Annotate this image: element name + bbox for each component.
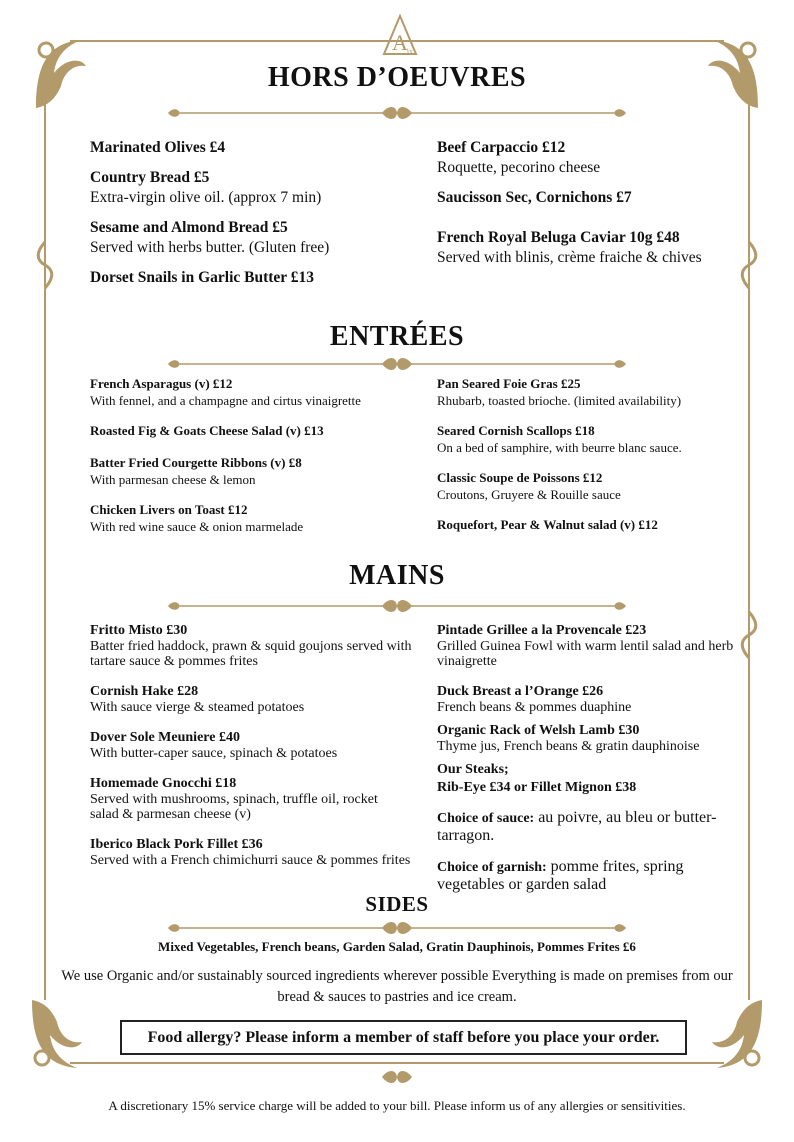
item-description: Roquette, pecorino cheese [437, 159, 601, 176]
mains-right-column [437, 621, 737, 894]
section-title-sides: SIDES [365, 892, 429, 916]
item-name: Duck Breast a l’Orange £26 [437, 684, 604, 699]
menu-item [437, 682, 737, 715]
item-description: Rhubarb, toasted brioche. (limited availability) [437, 393, 682, 408]
item-description: With red wine sauce & onion marmelade [90, 519, 304, 534]
menu-item [90, 268, 430, 288]
steaks-heading [437, 760, 737, 778]
menu-item [437, 621, 737, 669]
mains-left-column [90, 621, 420, 868]
hors-left-column [90, 138, 430, 288]
sauce-choice [437, 809, 737, 845]
item-name: Iberico Black Pork Fillet £36 [90, 837, 263, 852]
menu-item [437, 422, 747, 455]
menu-item [437, 516, 747, 534]
item-description: Croutons, Gruyere & Rouille sauce [437, 487, 621, 502]
section-divider [160, 103, 634, 123]
item-name: Country Bread £5 [90, 169, 210, 186]
logo-letter: A [392, 30, 408, 55]
item-description: Served with mushrooms, spinach, truffle oil, rocket salad & parmesan cheese (v) [90, 792, 378, 822]
item-description: Served with a French chimichurri sauce & pommes frites [90, 853, 411, 868]
item-name: Dorset Snails in Garlic Butter £13 [90, 269, 315, 286]
menu-item [90, 682, 420, 715]
item-name: Sesame and Almond Bread £5 [90, 219, 288, 236]
menu-item [90, 728, 420, 761]
item-description: Extra-virgin olive oil. (approx 7 min) [90, 189, 322, 206]
item-description: Served with herbs butter. (Gluten free) [90, 239, 330, 256]
sides-list: Mixed Vegetables, French beans, Garden Salad, Gratin Dauphinois, Pommes Frites £6 [158, 939, 636, 954]
item-name: Cornish Hake £28 [90, 684, 199, 699]
frame-bottom-line [70, 1062, 724, 1064]
hors-right-column [437, 138, 747, 268]
item-description: Thyme jus, French beans & gratin dauphinoise [437, 739, 700, 754]
section-divider [160, 354, 634, 374]
logo-subscript: ix [406, 47, 414, 56]
item-name: Classic Soupe de Poissons £12 [437, 470, 603, 485]
menu-item [437, 721, 737, 754]
menu-item [437, 138, 747, 178]
menu-item [437, 228, 747, 268]
menu-item [90, 774, 420, 822]
menu-item [90, 375, 430, 408]
item-name: French Royal Beluga Caviar 10g £48 [437, 229, 680, 246]
item-name: Seared Cornish Scallops £18 [437, 423, 595, 438]
entrees-left-column [90, 375, 430, 534]
item-description: With fennel, and a champagne and cirtus vinaigrette [90, 393, 361, 408]
item-name: Homemade Gnocchi £18 [90, 776, 237, 791]
item-name: Roquefort, Pear & Walnut salad (v) £12 [437, 517, 658, 532]
side-ornament-left [34, 240, 56, 290]
menu-item [437, 778, 737, 796]
menu-item [90, 621, 420, 669]
restaurant-logo [380, 14, 420, 58]
section-title-hors: HORS D’OEUVRES [267, 62, 527, 93]
frame-right-line [748, 70, 750, 1000]
item-description: au poivre, au bleu or butter-tarragon. [437, 809, 717, 844]
item-name: Chicken Livers on Toast £12 [90, 502, 248, 517]
menu-item [90, 218, 430, 258]
item-name: Marinated Olives £4 [90, 139, 226, 156]
menu-item [437, 469, 747, 502]
service-charge-note: A discretionary 15% service charge will be added to your bill. Please inform us of any allergies or sensitivities. [108, 1098, 686, 1113]
item-name: Choice of garnish: [437, 860, 547, 875]
menu-item [90, 501, 430, 534]
item-name: Roasted Fig & Goats Cheese Salad (v) £13 [90, 423, 324, 438]
sourcing-note: We use Organic and/or sustainably sourced ingredients wherever possible Everything is made on premises from our bread & sauces to pastries and ice cream. [61, 968, 733, 1005]
side-ornament-right-lower [738, 610, 760, 660]
item-description: Batter fried haddock, prawn & squid goujons served with tartare sauce & pommes frites [90, 639, 412, 669]
allergy-notice: Food allergy? Please inform a member of staff before you place your order. [120, 1020, 687, 1055]
item-name: Batter Fried Courgette Ribbons (v) £8 [90, 455, 302, 470]
item-name: Dover Sole Meuniere £40 [90, 730, 240, 745]
item-name: Our Steaks; [437, 762, 509, 777]
menu-item [90, 454, 430, 487]
item-name: Pan Seared Foie Gras £25 [437, 376, 581, 391]
item-name: French Asparagus (v) £12 [90, 376, 233, 391]
garnish-choice [437, 858, 737, 894]
item-description: On a bed of samphire, with beurre blanc sauce. [437, 440, 682, 455]
entrees-right-column [437, 375, 747, 534]
menu-item [90, 168, 430, 208]
menu-item [90, 835, 420, 868]
bottom-divider [160, 1067, 634, 1087]
item-name: Saucisson Sec, Cornichons £7 [437, 189, 632, 206]
item-description: Grilled Guinea Fowl with warm lentil salad and herb vinaigrette [437, 639, 734, 669]
menu-item [437, 188, 747, 208]
item-name: Beef Carpaccio £12 [437, 139, 566, 156]
item-name: Rib-Eye £34 or Fillet Mignon £38 [437, 780, 637, 795]
item-name: Organic Rack of Welsh Lamb £30 [437, 723, 640, 738]
section-title-mains: MAINS [349, 560, 445, 591]
section-divider [160, 918, 634, 938]
item-description: With parmesan cheese & lemon [90, 472, 256, 487]
item-name: Fritto Misto £30 [90, 623, 188, 638]
menu-item [437, 375, 747, 408]
section-divider [160, 596, 634, 616]
item-description: Served with blinis, crème fraiche & chives [437, 249, 702, 266]
item-name: Pintade Grillee a la Provencale £23 [437, 623, 647, 638]
item-description: With sauce vierge & steamed potatoes [90, 700, 305, 715]
item-description: With butter-caper sauce, spinach & potatoes [90, 746, 338, 761]
item-name: Choice of sauce: [437, 811, 535, 826]
menu-item [90, 422, 430, 440]
item-description: French beans & pommes duaphine [437, 700, 632, 715]
section-title-entrees: ENTRÉES [329, 321, 465, 352]
item-description: pomme frites, spring vegetables or garden salad [437, 858, 684, 893]
menu-item [90, 138, 430, 158]
frame-left-line [44, 70, 46, 1000]
